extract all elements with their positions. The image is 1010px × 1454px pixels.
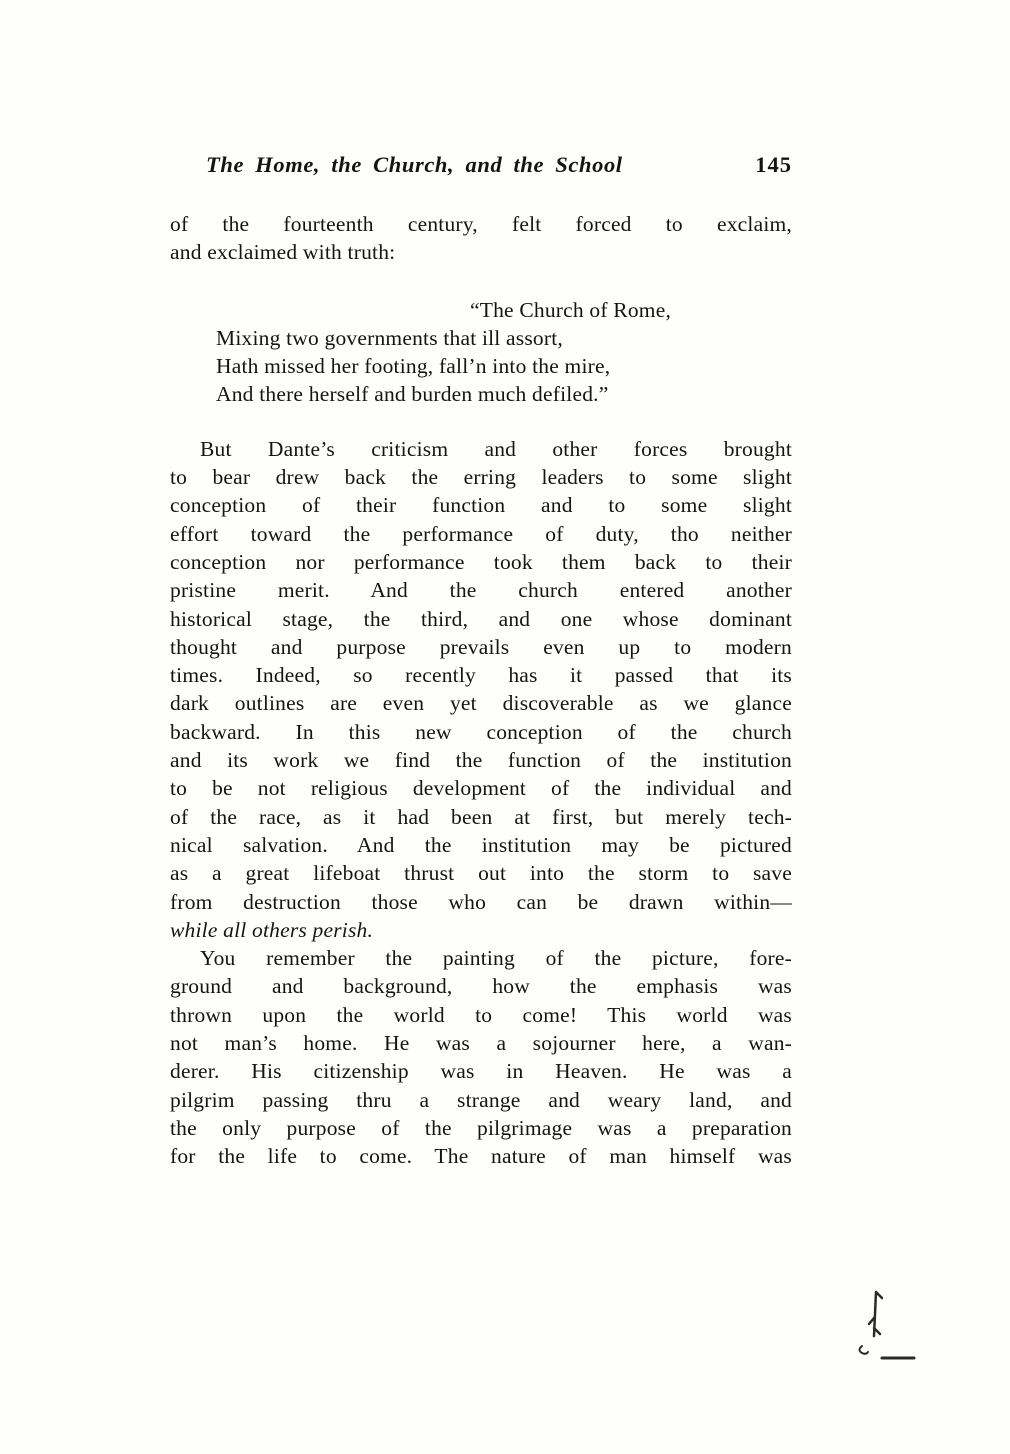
handwritten-ink-mark-icon: [852, 1288, 922, 1372]
text-line: to be not religious development of the individual and: [170, 776, 792, 801]
verse-quotation: [170, 296, 792, 409]
text-line: nical salvation. And the institution may be pictured: [170, 832, 792, 857]
text-line: conception of their function and to some slight: [170, 493, 792, 518]
verse-line: Mixing two governments that ill assort,: [216, 325, 563, 350]
text-line: historical stage, the third, and one whose dominant: [170, 606, 792, 631]
text-line: thought and purpose prevails even up to modern: [170, 634, 792, 659]
text-line: not man’s home. He was a sojourner here, a wan-: [170, 1031, 792, 1056]
text-line: You remember the painting of the picture, fore-: [200, 946, 792, 971]
text-line: pristine merit. And the church entered another: [170, 578, 792, 603]
text-line: times. Indeed, so recently has it passed that its: [170, 663, 792, 688]
paragraph-continuation: [170, 210, 792, 267]
text-line: the only purpose of the pilgrimage was a preparation: [170, 1115, 792, 1140]
verse-line: “The Church of Rome,: [470, 297, 672, 322]
text-line: for the life to come. The nature of man himself was: [170, 1144, 792, 1169]
text-line: and exclaimed with truth:: [170, 240, 396, 265]
page-number: 145: [755, 152, 792, 177]
paragraph-dante-criticism: [170, 435, 792, 944]
text-line: of the fourteenth century, felt forced to exclaim,: [170, 212, 792, 236]
text-line: derer. His citizenship was in Heaven. He was a: [170, 1059, 792, 1084]
text-line: ground and background, how the emphasis was: [170, 974, 792, 999]
text-line: dark outlines are even yet discoverable as we glance: [170, 691, 792, 716]
text-block: [170, 210, 792, 1171]
text-line: But Dante’s criticism and other forces brought: [200, 436, 792, 461]
text-line: from destruction those who can be drawn within—: [170, 889, 792, 914]
text-line: and its work we find the function of the institution: [170, 748, 792, 773]
running-header: [170, 152, 792, 178]
text-line: effort toward the performance of duty, tho neither: [170, 521, 792, 546]
text-line: pilgrim passing thru a strange and weary land, and: [170, 1087, 792, 1112]
verse-line: And there herself and burden much defiled.”: [216, 382, 609, 407]
text-line: as a great lifeboat thrust out into the storm to save: [170, 861, 792, 886]
page-title: The Home, the Church, and the School: [206, 152, 623, 177]
text-line-italic: while all others perish.: [170, 917, 374, 942]
text-line: thrown upon the world to come! This world was: [170, 1002, 792, 1027]
paragraph-painting-picture: [170, 944, 792, 1170]
text-line: of the race, as it had been at first, but merely tech-: [170, 804, 792, 829]
text-line: conception nor performance took them back to their: [170, 549, 792, 574]
text-line: backward. In this new conception of the church: [170, 719, 792, 744]
verse-line: Hath missed her footing, fall’n into the mire,: [216, 354, 611, 379]
text-line: to bear drew back the erring leaders to some slight: [170, 465, 792, 490]
